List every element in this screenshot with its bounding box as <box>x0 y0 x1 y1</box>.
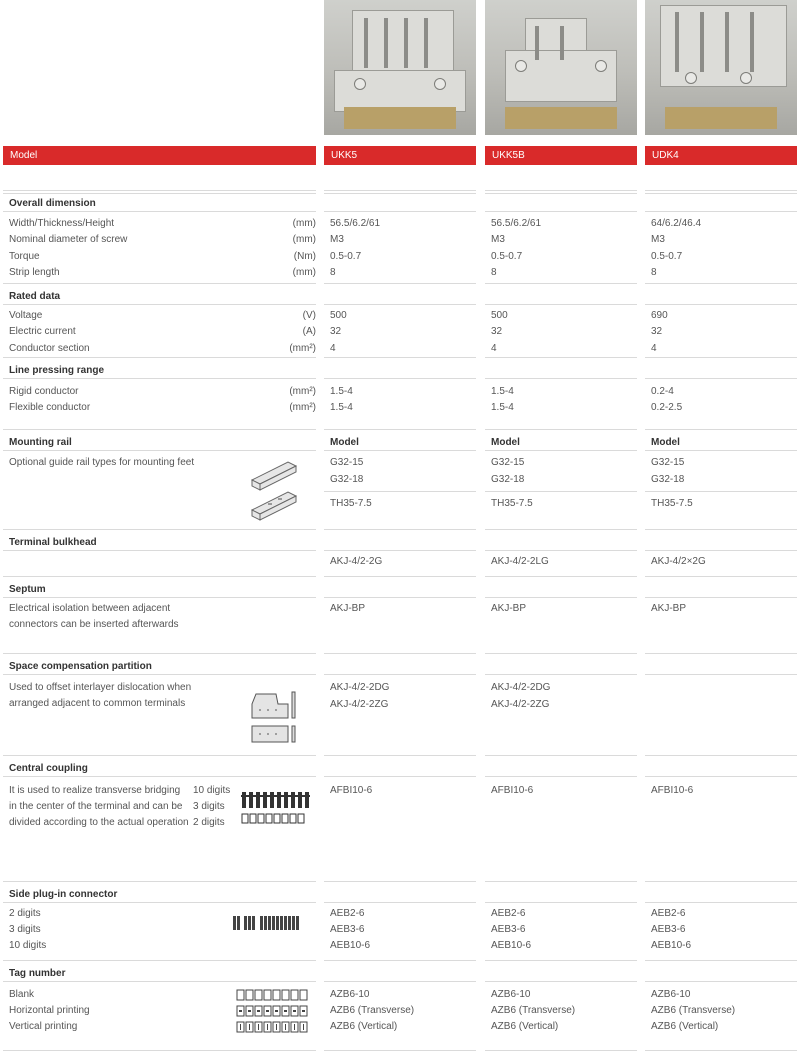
septum-value: AKJ-BP <box>491 603 527 614</box>
row-divider <box>645 357 797 358</box>
tag-value: AZB6 (Vertical) <box>651 1021 719 1032</box>
spec-label: Width/Thickness/Height <box>9 218 115 229</box>
row-divider <box>3 529 316 530</box>
coupling-desc: divided according to the actual operation <box>9 817 189 828</box>
coupling-desc: in the center of the terminal and can be <box>9 801 183 812</box>
spec-label: Electric current <box>9 326 76 338</box>
bulkhead-value: AKJ-4/2-2LG <box>491 556 549 567</box>
spec-value: 4 <box>651 342 657 354</box>
spec-value: 1.5-4 <box>491 402 514 414</box>
spec-unit: (Nm) <box>293 250 316 262</box>
space-value: AKJ-4/2-2DG <box>491 682 551 693</box>
row-divider <box>485 576 637 577</box>
row-divider <box>485 881 637 882</box>
row-divider <box>3 429 316 430</box>
bulkhead-value: AKJ-4/2×2G <box>651 556 706 567</box>
row-divider <box>645 1050 797 1051</box>
space-value: AKJ-4/2-2ZG <box>330 699 389 710</box>
row-divider <box>645 755 797 756</box>
model-col-header: Model <box>651 437 680 448</box>
row-divider <box>3 193 316 194</box>
spec-value: 0.2-2.5 <box>651 402 683 414</box>
row-divider <box>645 881 797 882</box>
spec-value: 32 <box>651 326 663 338</box>
row-divider <box>485 211 637 212</box>
row-divider <box>645 529 797 530</box>
tag-value: AZB6 (Transverse) <box>330 1005 415 1016</box>
section-title: Rated data <box>9 291 61 302</box>
spec-value: 1.5-4 <box>491 386 514 397</box>
row-divider <box>3 550 316 551</box>
septum-value: AKJ-BP <box>330 603 366 614</box>
tag-value: AZB6 (Vertical) <box>330 1021 398 1032</box>
row-divider <box>485 550 637 551</box>
row-divider <box>3 378 316 379</box>
row-divider <box>645 304 797 305</box>
mounting-desc: Optional guide rail types for mounting feet <box>9 457 195 468</box>
row-divider <box>485 674 637 675</box>
row-divider <box>485 529 637 530</box>
row-divider <box>324 357 476 358</box>
spec-value: 56.5/6.2/61 <box>330 218 381 229</box>
tag-strip-vertical-icon <box>236 1020 312 1034</box>
row-divider <box>485 981 637 982</box>
row-divider <box>324 450 476 451</box>
row-divider <box>324 597 476 598</box>
spec-value: 8 <box>330 266 336 278</box>
bulkhead-value: AKJ-4/2-2G <box>330 556 383 567</box>
section-title: Tag number <box>9 968 66 979</box>
row-divider <box>645 450 797 451</box>
space-desc: Used to offset interlayer dislocation when <box>9 682 192 693</box>
coupling-digits: 2 digits <box>193 817 225 828</box>
spec-value: 0.2-4 <box>651 386 674 397</box>
row-divider <box>3 981 316 982</box>
product-photo-ukk5 <box>324 0 476 135</box>
spec-value: 0.5-0.7 <box>330 250 362 262</box>
tag-value: AZB6 (Transverse) <box>491 1005 576 1016</box>
row-divider <box>3 190 316 191</box>
row-divider <box>645 378 797 379</box>
row-divider <box>485 283 637 284</box>
side-label: 2 digits <box>9 908 41 919</box>
header-model: Model <box>3 146 316 165</box>
row-divider <box>485 755 637 756</box>
side-label: 10 digits <box>9 940 47 951</box>
side-value: AEB10-6 <box>491 940 532 951</box>
rail-model: TH35-7.5 <box>491 498 533 509</box>
spec-value: 8 <box>491 266 497 278</box>
spec-unit: (mm) <box>292 218 316 229</box>
row-divider <box>645 193 797 194</box>
spec-value: 0.5-0.7 <box>491 250 523 262</box>
spec-value: 690 <box>651 310 668 321</box>
row-divider <box>485 776 637 777</box>
spec-unit: (mm) <box>292 266 316 278</box>
tag-label: Blank <box>9 989 35 1000</box>
spec-unit: (V) <box>302 310 316 321</box>
spec-label: Torque <box>9 250 40 262</box>
row-divider <box>3 902 316 903</box>
side-value: AEB3-6 <box>491 924 526 935</box>
spec-label: Nominal diameter of screw <box>9 234 128 246</box>
rail-model: G32-18 <box>330 474 364 485</box>
rail-model: G32-18 <box>651 474 685 485</box>
coupling-value: AFBI10-6 <box>330 785 373 796</box>
coupling-desc: It is used to realize transverse bridging <box>9 785 181 796</box>
row-divider <box>324 283 476 284</box>
spec-value: 500 <box>330 310 347 321</box>
tag-value: AZB6-10 <box>330 989 370 1000</box>
row-divider <box>645 902 797 903</box>
header-product-1: UKK5 <box>324 146 476 165</box>
partition-plate-icon <box>248 688 304 746</box>
tag-label: Horizontal printing <box>9 1005 90 1016</box>
row-divider <box>485 357 637 358</box>
spec-value: 1.5-4 <box>330 402 353 414</box>
model-col-header: Model <box>330 437 359 448</box>
product-photo-ukk5b <box>485 0 637 135</box>
row-divider <box>324 981 476 982</box>
coupling-digits: 10 digits <box>193 785 231 796</box>
rail-model: G32-18 <box>491 474 525 485</box>
spec-value: 32 <box>330 326 342 338</box>
tag-value: AZB6-10 <box>651 989 691 1000</box>
row-divider <box>3 881 316 882</box>
side-value: AEB3-6 <box>330 924 365 935</box>
row-divider <box>324 304 476 305</box>
row-divider <box>324 674 476 675</box>
space-desc: arranged adjacent to common terminals <box>9 698 186 709</box>
row-divider <box>324 193 476 194</box>
row-divider <box>485 902 637 903</box>
guide-rail-icon <box>248 458 300 528</box>
spec-value: 1.5-4 <box>330 386 353 397</box>
spec-unit: (mm²) <box>289 386 316 397</box>
row-divider <box>3 960 316 961</box>
row-divider <box>324 576 476 577</box>
section-title: Side plug-in connector <box>9 889 118 900</box>
row-divider <box>645 597 797 598</box>
tag-value: AZB6-10 <box>491 989 531 1000</box>
spec-value: 500 <box>491 310 508 321</box>
spec-unit: (mm²) <box>289 402 316 414</box>
spec-value: M3 <box>491 234 505 246</box>
row-divider <box>324 491 476 492</box>
tag-value: AZB6 (Vertical) <box>491 1021 559 1032</box>
row-divider <box>645 190 797 191</box>
coupling-value: AFBI10-6 <box>491 785 534 796</box>
septum-desc: connectors can be inserted afterwards <box>9 619 179 630</box>
row-divider <box>645 283 797 284</box>
spec-value: 64/6.2/46.4 <box>651 218 702 229</box>
row-divider <box>324 755 476 756</box>
row-divider <box>485 960 637 961</box>
side-value: AEB2-6 <box>330 908 365 919</box>
side-value: AEB3-6 <box>651 924 686 935</box>
spec-unit: (mm) <box>292 234 316 246</box>
section-title: Septum <box>9 584 46 595</box>
side-label: 3 digits <box>9 924 41 935</box>
row-divider <box>324 653 476 654</box>
spec-value: 32 <box>491 326 503 338</box>
space-value: AKJ-4/2-2ZG <box>491 699 550 710</box>
tag-strip-blank-icon <box>236 988 312 1002</box>
coupling-digits: 3 digits <box>193 801 225 812</box>
row-divider <box>485 429 637 430</box>
row-divider <box>645 576 797 577</box>
tag-strip-horizontal-icon <box>236 1004 312 1018</box>
row-divider <box>485 304 637 305</box>
row-divider <box>324 960 476 961</box>
row-divider <box>3 576 316 577</box>
spec-unit: (A) <box>302 326 316 338</box>
row-divider <box>485 491 637 492</box>
side-value: AEB2-6 <box>491 908 526 919</box>
spec-unit: (mm²) <box>289 342 316 354</box>
row-divider <box>3 283 316 284</box>
row-divider <box>324 378 476 379</box>
bridge-comb-icon <box>240 790 312 826</box>
model-col-header: Model <box>491 437 520 448</box>
spec-value: 4 <box>330 342 336 354</box>
row-divider <box>324 902 476 903</box>
section-title: Line pressing range <box>9 365 105 376</box>
row-divider <box>3 597 316 598</box>
row-divider <box>324 550 476 551</box>
spec-label: Strip length <box>9 266 60 278</box>
spec-value: 4 <box>491 342 497 354</box>
row-divider <box>3 450 316 451</box>
row-divider <box>645 491 797 492</box>
row-divider <box>3 357 316 358</box>
row-divider <box>485 653 637 654</box>
row-divider <box>3 776 316 777</box>
spec-value: 8 <box>651 266 657 278</box>
product-photo-udk4 <box>645 0 797 135</box>
spec-label: Rigid conductor <box>9 386 79 397</box>
side-value: AEB10-6 <box>330 940 371 951</box>
row-divider <box>3 653 316 654</box>
row-divider <box>324 776 476 777</box>
row-divider <box>3 755 316 756</box>
side-value: AEB2-6 <box>651 908 686 919</box>
rail-model: TH35-7.5 <box>651 498 693 509</box>
row-divider <box>485 193 637 194</box>
septum-value: AKJ-BP <box>651 603 687 614</box>
rail-model: TH35-7.5 <box>330 498 372 509</box>
row-divider <box>485 190 637 191</box>
section-title: Space compensation partition <box>9 661 152 672</box>
spec-label: Conductor section <box>9 342 90 354</box>
row-divider <box>645 981 797 982</box>
spec-value: 0.5-0.7 <box>651 250 683 262</box>
spec-label: Flexible conductor <box>9 402 91 414</box>
row-divider <box>645 960 797 961</box>
row-divider <box>645 429 797 430</box>
section-title: Central coupling <box>9 763 88 774</box>
row-divider <box>3 1050 316 1051</box>
rail-model: G32-15 <box>330 457 364 468</box>
septum-desc: Electrical isolation between adjacent <box>9 603 171 614</box>
row-divider <box>485 1050 637 1051</box>
tag-label: Vertical printing <box>9 1021 78 1032</box>
row-divider <box>3 211 316 212</box>
plug-connector-icon <box>232 912 316 934</box>
rail-model: G32-15 <box>491 457 525 468</box>
spec-label: Voltage <box>9 310 43 321</box>
row-divider <box>645 550 797 551</box>
row-divider <box>645 653 797 654</box>
row-divider <box>324 1050 476 1051</box>
section-title: Terminal bulkhead <box>9 537 97 548</box>
section-title: Mounting rail <box>9 437 72 448</box>
row-divider <box>324 529 476 530</box>
row-divider <box>3 674 316 675</box>
header-product-3: UDK4 <box>645 146 797 165</box>
space-value: AKJ-4/2-2DG <box>330 682 390 693</box>
spec-value: 56.5/6.2/61 <box>491 218 542 229</box>
side-value: AEB10-6 <box>651 940 692 951</box>
row-divider <box>324 190 476 191</box>
row-divider <box>645 776 797 777</box>
spec-value: M3 <box>330 234 344 246</box>
coupling-value: AFBI10-6 <box>651 785 694 796</box>
row-divider <box>324 881 476 882</box>
section-title: Overall dimension <box>9 198 96 209</box>
spec-value: M3 <box>651 234 665 246</box>
row-divider <box>485 378 637 379</box>
row-divider <box>324 429 476 430</box>
rail-model: G32-15 <box>651 457 685 468</box>
header-product-2: UKK5B <box>485 146 637 165</box>
tag-value: AZB6 (Transverse) <box>651 1005 736 1016</box>
row-divider <box>645 674 797 675</box>
row-divider <box>645 211 797 212</box>
row-divider <box>485 597 637 598</box>
row-divider <box>324 211 476 212</box>
row-divider <box>485 450 637 451</box>
row-divider <box>3 304 316 305</box>
